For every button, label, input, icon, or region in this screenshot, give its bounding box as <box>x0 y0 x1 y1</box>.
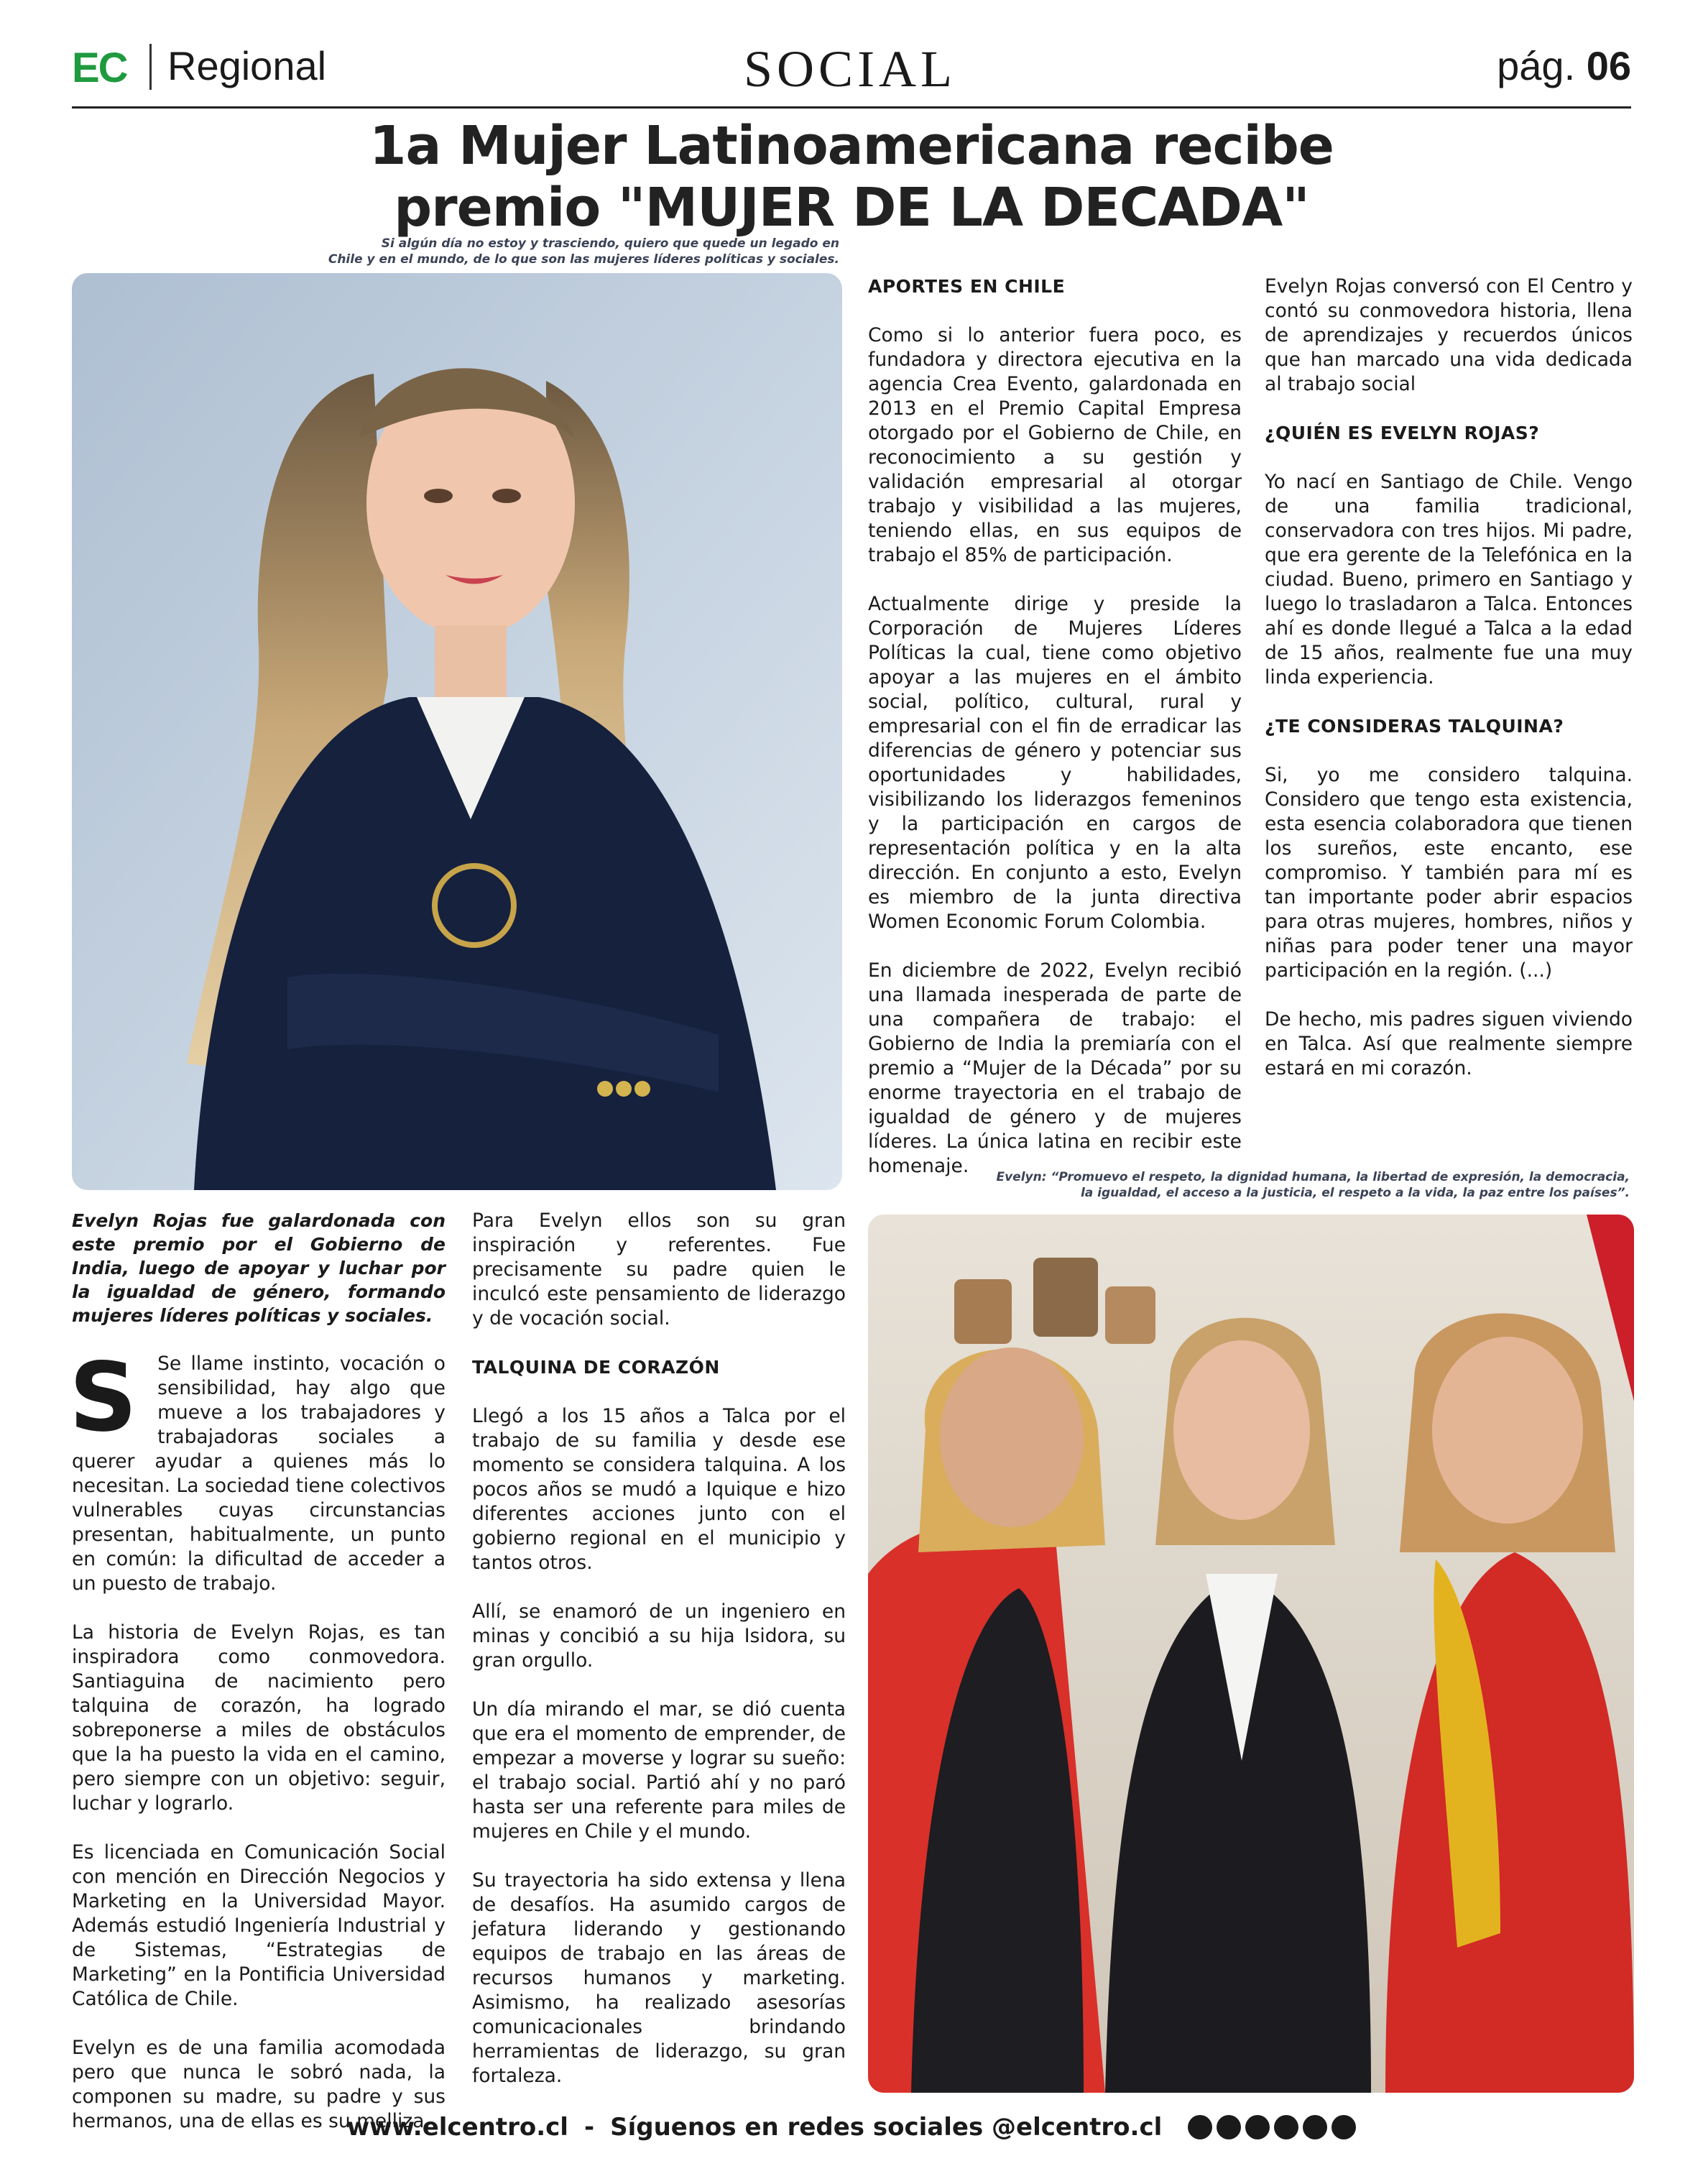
paragraph: Llegó a los 15 años a Talca por el trabajo de su familia y desde ese momento se considera talquina. A los pocos años se mudó a Iquique e hizo diferentes acciones junto con el gobierno regional en el municipio y tantos otros. <box>472 1405 846 1574</box>
drop-cap: S <box>69 1342 138 1453</box>
section-label: Regional <box>167 43 327 88</box>
paragraph-intro <box>69 1342 446 1596</box>
header-divider <box>149 44 152 90</box>
spotify-icon[interactable] <box>1303 2115 1327 2139</box>
page-footer <box>0 2113 1703 2156</box>
social-icons <box>1188 2115 1356 2139</box>
paragraph: Allí, se enamoró de un ingeniero en minas y concibió a su hija Isidora, su gran orgullo. <box>472 1600 846 1672</box>
website-link[interactable]: www.elcentro.cl <box>346 2113 568 2142</box>
paragraph: Evelyn es de una familia acomodada pero que nunca le sobró nada, la componen su madre, su padre y sus hermanos, una de ellas es su melliza. <box>72 2037 446 2132</box>
twitter-icon[interactable] <box>1274 2115 1298 2139</box>
paragraph: Actualmente dirige y preside la Corporación de Mujeres Líderes Políticas la cual, tiene como objetivo apoyar a las mujeres en el ámbito social, político, cultural, rural y empresarial con el fin de erradicar las diferencias de género y potenciar sus oportunidades y habilidades, visibilizando los liderazgos femeninos y la participación en cargos de representación política y en la alta dirección. En conjunto a esto, Evelyn es miembro de la junta directiva Women Economic Forum Colombia. <box>868 593 1242 933</box>
header-rule <box>72 106 1631 109</box>
pull-quote-top-line-1: Si algún día no estoy y trasciendo, quiero que quede un legado en <box>381 236 839 251</box>
pull-quote-middle <box>882 1169 1630 1201</box>
pull-quote-top <box>259 236 839 267</box>
photo-caption: Evelyn Rojas fue galardonada con este premio por el Gobierno de India, luego de apoyar y luchar por la igualdad de género, formando mujeres líderes políticas y sociales. <box>72 1210 446 1326</box>
paragraph: Yo nací en Santiago de Chile. Vengo de una familia tradicional, conservadora con tres hijos. Mi padre, que era gerente de la Telefónica en la ciudad. Bueno, primero en Santiago y luego lo trasladaron a Talca. Entonces ahí es donde llegué a Talca a la edad de 15 años, realmente fue una muy linda experiencia. <box>1265 471 1633 688</box>
group-photo-illustration <box>868 1215 1634 2093</box>
subheading-quien-es-evelyn-rojas: ¿QUIÉN ES EVELYN ROJAS? <box>1265 423 1540 443</box>
article-column-3 <box>868 275 1242 1179</box>
article-column-1 <box>69 1209 446 2134</box>
paragraph: De hecho, mis padres siguen viviendo en Talca. Así que realmente siempre estará en mi corazón. <box>1265 1008 1633 1079</box>
footer-content <box>347 2113 1357 2142</box>
portrait-photo <box>72 273 842 1190</box>
paragraph: Evelyn Rojas conversó con El Centro y contó su conmovedora historia, llena de aprendizajes y recuerdos únicos que han marcado una vida dedicada al trabajo social <box>1265 275 1633 395</box>
paragraph: Su trayectoria ha sido extensa y llena de desafíos. Ha asumido cargos de jefatura liderando y gestionando equipos de trabajo en las áreas de recursos humanos y marketing. Asimismo, ha realizado asesorías comunicacionales brindando herramientas de liderazgo, su gran fortaleza. <box>472 1869 846 2087</box>
pull-quote-middle-line-2: la igualdad, el acceso a la justicia, el respeto a la vida, la paz entre los países”. <box>1080 1186 1630 1200</box>
instagram-icon[interactable] <box>1217 2115 1241 2139</box>
page-prefix: pág. <box>1497 43 1576 88</box>
article-headline <box>216 115 1487 239</box>
tiktok-icon[interactable] <box>1332 2115 1356 2139</box>
paragraph: Es licenciada en Comunicación Social con mención en Dirección Negocios y Marketing en la Universidad Mayor. Además estudió Ingeniería Industrial y de Sistemas, “Estrategias de Marketing” en la Pontificia Universidad Católica de Chile. <box>72 1841 446 2010</box>
headline-line-2: premio "MUJER DE LA DECADA" <box>394 177 1309 239</box>
social-media-text: Síguenos en redes sociales @elcentro.cl <box>610 2113 1163 2142</box>
paragraph: Un día mirando el mar, se dió cuenta que era el momento de emprender, de empezar a moverse y lograr su sueño: el trabajo social. Partió ahí y no paró hasta ser una referente para miles de mujeres en Chile y el mundo. <box>472 1698 846 1843</box>
subheading-talquina-de-corazon: TALQUINA DE CORAZÓN <box>472 1357 720 1378</box>
headline-line-1: 1a Mujer Latinoamericana recibe <box>369 115 1334 177</box>
page-number: 06 <box>1586 43 1631 88</box>
paragraph: En diciembre de 2022, Evelyn recibió una llamada inesperada de parte de una compañera de trabajo: el Gobierno de India la premiaría con el premio a “Mujer de la Década” por su enorme trayectoria en el trabajo de igualdad de género y de mujeres líderes. La única latina en recibir este homenaje. <box>868 959 1242 1177</box>
portrait-illustration <box>72 273 842 1190</box>
article-column-2 <box>472 1209 846 2088</box>
page-number-label <box>1497 42 1631 89</box>
paragraph: Para Evelyn ellos son su gran inspiración y referentes. Fue precisamente su padre quien le inculcó este pensamiento de liderazgo y de vocación social. <box>472 1210 846 1330</box>
youtube-icon[interactable] <box>1245 2115 1270 2139</box>
article-column-4 <box>1265 275 1633 1081</box>
category-label: SOCIAL <box>744 40 957 98</box>
paragraph-intro-text: Se llame instinto, vocación o sensibilidad, hay algo que mueve a los trabajadores y trabajadoras sociales a querer ayudar a quienes más lo necesitan. La sociedad tiene colectivos vulnerables cuyas circunstancias presentan, habitualmente, un punto en común: la dificultad de acceder a un puesto de trabajo. <box>72 1353 446 1595</box>
paragraph: Si, yo me considero talquina. Considero que tengo esta existencia, esta esencia colaboradora que tienen los sureños, este encanto, ese compromiso. Y también para mí es tan importante poder abrir espacios para otras mujeres, hombres, niños y niñas para poder tener una mayor participación en la región. (...) <box>1265 764 1633 982</box>
pull-quote-middle-line-1: Evelyn: “Promuevo el respeto, la dignidad humana, la libertad de expresión, la democracia, <box>996 1170 1630 1184</box>
group-photo <box>868 1215 1634 2093</box>
publication-logo: EC <box>72 45 127 91</box>
paragraph: La historia de Evelyn Rojas, es tan inspiradora como conmovedora. Santiaguina de nacimiento pero talquina de corazón, ha logrado sobreponerse a miles de obstáculos que la ha puesto la vida en el camino, pero siempre con un objetivo: seguir, luchar y lograrlo. <box>72 1621 446 1815</box>
paragraph: Como si lo anterior fuera poco, es fundadora y directora ejecutiva en la agencia Crea Evento, galardonada en 2013 en el Premio Capital Empresa otorgado por el Gobierno de Chile, en reconocimiento a su gestión y validación empresarial al otorgar trabajo y visibilidad a las mujeres, teniendo ellas, en sus equipos de trabajo el 85% de participación. <box>868 324 1242 566</box>
footer-separator: - <box>583 2113 595 2142</box>
subheading-aportes-en-chile: APORTES EN CHILE <box>868 276 1066 297</box>
pull-quote-top-line-2: Chile y en el mundo, de lo que son las mujeres líderes políticas y sociales. <box>328 252 839 267</box>
page-header <box>72 40 1631 106</box>
subheading-te-consideras-talquina: ¿TE CONSIDERAS TALQUINA? <box>1265 716 1564 737</box>
facebook-icon[interactable] <box>1188 2115 1212 2139</box>
